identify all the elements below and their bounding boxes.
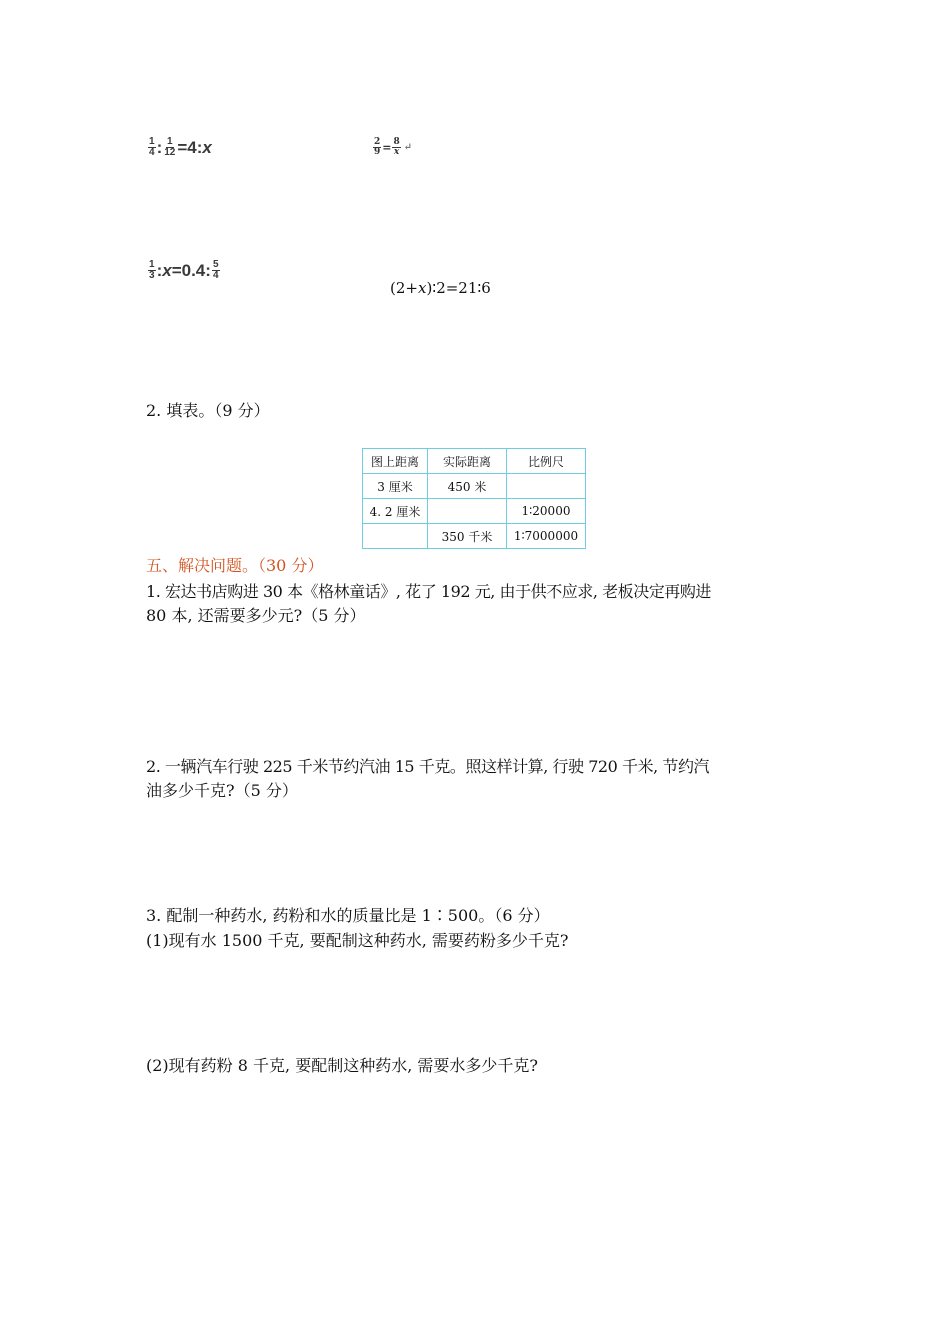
problem-1-line-1: 1. 宏达书店购进 30 本《格林童话》, 花了 192 元, 由于供不应求, 老板决定再购进 bbox=[146, 582, 711, 601]
section-5-title: 五、解决问题。（30 分） bbox=[146, 556, 324, 575]
problem-1-line-2: 80 本, 还需要多少元?（5 分） bbox=[146, 606, 366, 625]
problem-3-sub-1: (1)现有水 1500 千克, 要配制这种药水, 需要药粉多少千克? bbox=[146, 931, 569, 950]
table-cell bbox=[363, 524, 428, 549]
return-mark: ↵ bbox=[403, 142, 413, 153]
table-row bbox=[363, 499, 586, 524]
problem-2-line-2: 油多少千克?（5 分） bbox=[146, 781, 298, 800]
fraction: $\frac{8}{x}$ bbox=[393, 137, 400, 157]
table-cell bbox=[507, 474, 586, 499]
table-cell: 1∶20000 bbox=[507, 499, 586, 524]
problem-3-sub-2: (2)现有药粉 8 千克, 要配制这种药水, 需要水多少千克? bbox=[146, 1056, 538, 1075]
equation-3: $\frac{1}{3}$ : x =0.4: $\frac{5}{4}$ bbox=[149, 259, 219, 281]
fraction: $\frac{5}{4}$ bbox=[212, 259, 219, 281]
table-row bbox=[363, 474, 586, 499]
table-cell: 450 米 bbox=[428, 474, 507, 499]
table-cell: 3 厘米 bbox=[363, 474, 428, 499]
table-header: 图上距离 bbox=[363, 449, 428, 474]
problem-2-line-1: 2. 一辆汽车行驶 225 千米节约汽油 15 千克。照这样计算, 行驶 720 千米, 节约汽 bbox=[146, 757, 710, 776]
fill-table-question: 2. 填表。（9 分） bbox=[146, 401, 270, 420]
equation-2: $\frac{2}{9}$ = $\frac{8}{x}$ ↵ bbox=[374, 137, 413, 157]
fraction: $\frac{2}{9}$ bbox=[374, 137, 381, 157]
table-row bbox=[363, 524, 586, 549]
table-header: 实际距离 bbox=[428, 449, 507, 474]
equation-1: $\frac{1}{4}$ : $\frac{1}{12}$ =4: x bbox=[149, 136, 212, 158]
table-cell: 4. 2 厘米 bbox=[363, 499, 428, 524]
table-cell: 350 千米 bbox=[428, 524, 507, 549]
table-cell bbox=[428, 499, 507, 524]
table-cell: 1∶7000000 bbox=[507, 524, 586, 549]
equation-4: (2+x)∶2=21∶6 bbox=[390, 279, 491, 297]
fraction: $\frac{1}{3}$ bbox=[149, 259, 155, 281]
scale-table bbox=[362, 448, 586, 549]
problem-3-line-1: 3. 配制一种药水, 药粉和水的质量比是 1∶500。（6 分） bbox=[146, 906, 550, 925]
table-header-row bbox=[363, 449, 586, 474]
fraction: $\frac{1}{4}$ bbox=[149, 136, 155, 158]
fraction: $\frac{1}{12}$ bbox=[164, 136, 176, 158]
table-header: 比例尺 bbox=[507, 449, 586, 474]
